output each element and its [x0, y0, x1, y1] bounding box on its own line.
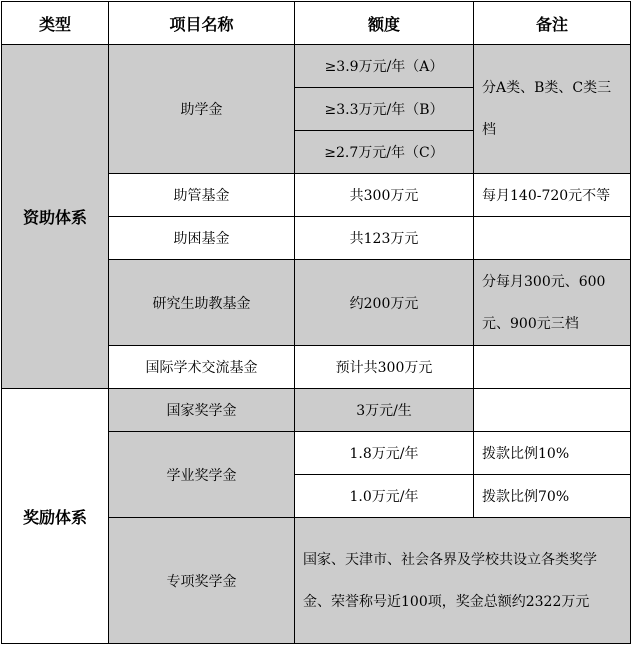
- header-name: 项目名称: [109, 2, 295, 45]
- item-note: 分每月300元、600元、900元三档: [474, 260, 631, 346]
- item-amount: ≥3.9万元/年（A）: [295, 45, 474, 88]
- item-note: [474, 389, 631, 432]
- header-amount: 额度: [295, 2, 474, 45]
- item-note: 分A类、B类、C类三档: [474, 45, 631, 174]
- item-amount: 国家、天津市、社会各界及学校共设立各类奖学金、荣誉称号近100项，奖金总额约2322万元: [295, 518, 631, 644]
- table-row: [2, 389, 631, 432]
- table-row: [2, 45, 631, 88]
- item-amount: 预计共300万元: [295, 346, 474, 389]
- item-amount: ≥2.7万元/年（C）: [295, 131, 474, 174]
- item-note: 拨款比例10%: [474, 432, 631, 475]
- item-name: 研究生助教基金: [109, 260, 295, 346]
- header-note: 备注: [474, 2, 631, 45]
- item-name: 助管基金: [109, 174, 295, 217]
- item-amount: ≥3.3万元/年（B）: [295, 88, 474, 131]
- item-amount: 1.0万元/年: [295, 475, 474, 518]
- item-note: [474, 346, 631, 389]
- category-funding: 资助体系: [2, 45, 109, 389]
- item-amount: 约200万元: [295, 260, 474, 346]
- item-name: 助困基金: [109, 217, 295, 260]
- category-reward: 奖励体系: [2, 389, 109, 644]
- item-amount: 3万元/生: [295, 389, 474, 432]
- item-name: 学业奖学金: [109, 432, 295, 518]
- header-type: 类型: [2, 2, 109, 45]
- funding-reward-table: [1, 1, 631, 644]
- item-note: [474, 217, 631, 260]
- item-note: 拨款比例70%: [474, 475, 631, 518]
- header-row: [2, 2, 631, 45]
- item-amount: 1.8万元/年: [295, 432, 474, 475]
- item-amount: 共123万元: [295, 217, 474, 260]
- item-amount: 共300万元: [295, 174, 474, 217]
- item-name: 国际学术交流基金: [109, 346, 295, 389]
- item-note: 每月140-720元不等: [474, 174, 631, 217]
- item-name: 助学金: [109, 45, 295, 174]
- item-name: 专项奖学金: [109, 518, 295, 644]
- item-name: 国家奖学金: [109, 389, 295, 432]
